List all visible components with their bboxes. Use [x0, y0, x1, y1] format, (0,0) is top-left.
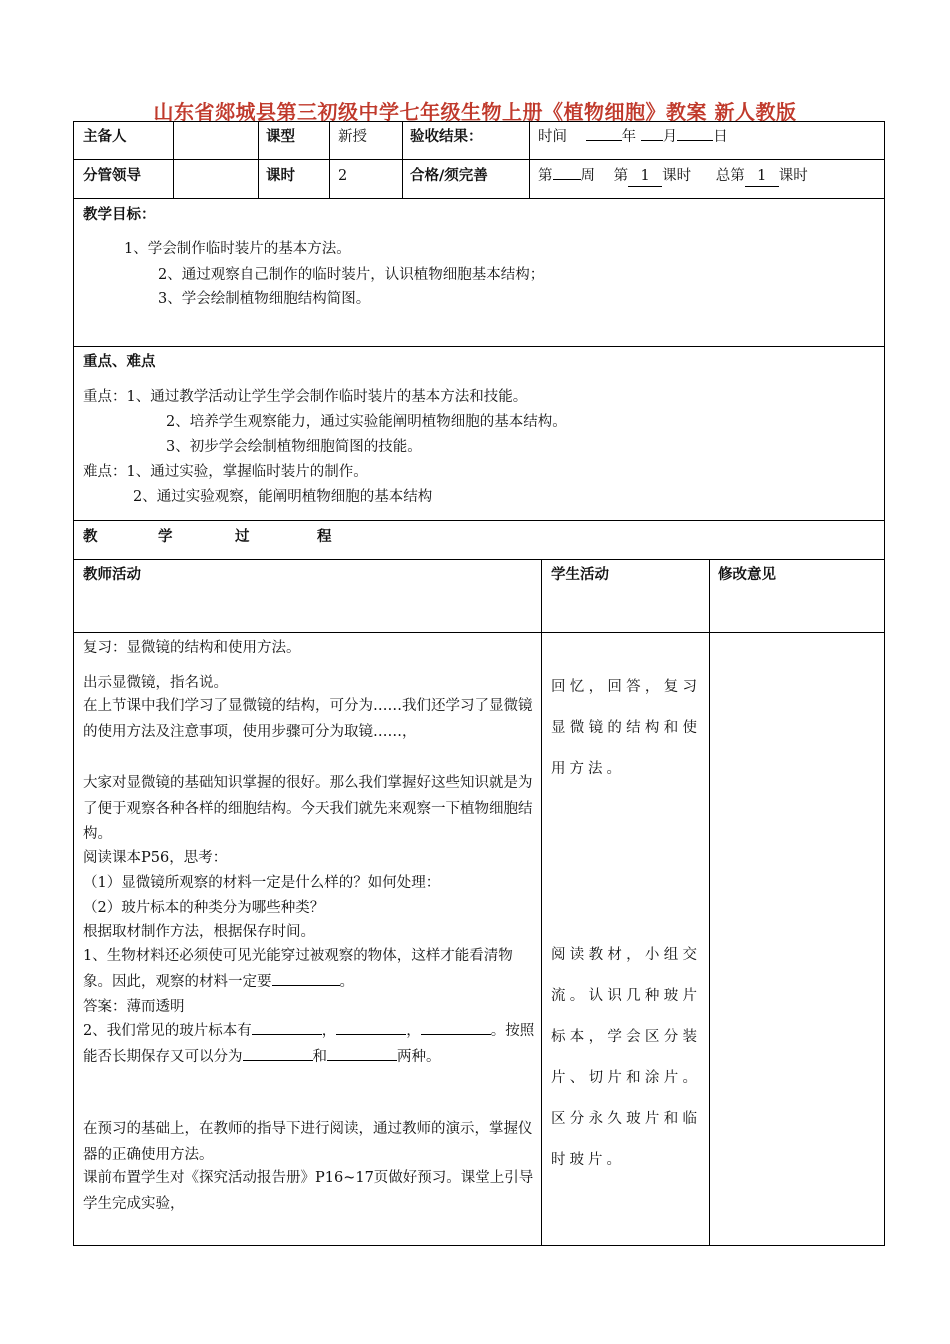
teacher-exercise [83, 1019, 535, 1070]
student-activity-text: 阅读教材，小组交流。认识几种玻片标本，学会区分装片、切片和涂片。区分永久玻片和临时玻片。 [551, 947, 701, 1168]
answer-blank [336, 1034, 406, 1035]
table-rule [73, 159, 885, 160]
week-blank [553, 179, 581, 180]
objectives-heading: 教学目标： [83, 207, 156, 223]
teacher-paragraph: 课前布置学生对《探究活动报告册》P16~17页做好预习。课堂上引导学生完成实验， [83, 1170, 534, 1212]
month-label: 月 [662, 129, 678, 145]
table-rule [258, 121, 259, 198]
teacher-paragraph: 大家对显微镜的基础知识掌握的很好。那么我们掌握好这些知识就是为了便于观察各种各样的细胞结构。今天我们就先来观察一下植物细胞结构。 [83, 775, 533, 842]
exercise-text: 2、我们常见的玻片标本有 [83, 1023, 252, 1039]
exercise-text: ， [406, 1023, 421, 1039]
periods-value: 2 [338, 168, 348, 184]
process-heading-char: 学 [158, 529, 173, 545]
lesson-suffix: 课时 [662, 168, 692, 184]
answer-blank [272, 985, 340, 986]
teacher-line: 阅读课本P56，思考： [83, 850, 228, 866]
process-heading-char: 程 [317, 529, 332, 545]
day-label: 日 [713, 129, 728, 145]
total-prefix: 总第 [715, 168, 745, 184]
table-rule [73, 559, 885, 560]
revision-header: 修改意见 [718, 567, 776, 583]
week-suffix: 周 [580, 168, 595, 184]
teacher-activity-header: 教师活动 [83, 567, 141, 583]
student-activity-header: 学生活动 [551, 567, 609, 583]
document-title: 山东省郯城县第三初级中学七年级生物上册《植物细胞》教案 新人教版 [153, 100, 797, 124]
process-heading-char: 教 [83, 529, 98, 545]
table-rule [73, 520, 885, 521]
difficulty-line: 难点：1、通过实验，掌握临时装片的制作。 [83, 464, 368, 480]
exercise-text: ， [321, 1023, 337, 1039]
objective-item: 1、学会制作临时装片的基本方法。 [124, 241, 351, 257]
exercise-text: 。按照能否长期保存又可以分为 [83, 1023, 535, 1065]
answer-blank [252, 1034, 322, 1035]
periods-label: 课时 [266, 168, 295, 184]
table-rule [73, 632, 885, 633]
answer-blank [327, 1060, 397, 1061]
schedule-field [538, 166, 808, 187]
teacher-line: 出示显微镜，指名说。 [83, 675, 228, 691]
keypoint-line: 2、培养学生观察能力，通过实验能阐明植物细胞的基本结构。 [166, 414, 567, 430]
year-blank [586, 140, 622, 141]
table-rule [709, 559, 710, 1246]
teacher-exercise [83, 944, 535, 995]
total-suffix: 课时 [778, 168, 808, 184]
teacher-paragraph: 在上节课中我们学习了显微镜的结构，可分为……我们还学习了显微镜的使用方法及注意事项，使用步骤可分为取镜……， [83, 698, 533, 740]
process-heading-char: 过 [235, 529, 250, 545]
year-label: 年 [621, 129, 637, 145]
supervisor-label: 分管领导 [83, 168, 141, 184]
table-rule [329, 121, 330, 198]
week-prefix: 第 [538, 168, 553, 184]
table-rule [173, 121, 174, 198]
teacher-question: （2）玻片标本的种类分为哪些种类？ [83, 900, 325, 916]
keypoints-heading: 重点、难点 [83, 354, 156, 370]
lesson-type-value: 新授 [338, 129, 367, 145]
exercise-text: 和 [312, 1048, 327, 1065]
objective-item: 2、通过观察自己制作的临时装片，认识植物细胞基本结构； [158, 267, 545, 283]
objective-item: 3、学会绘制植物细胞结构简图。 [158, 291, 371, 307]
table-rule [73, 346, 885, 347]
answer-blank [243, 1060, 313, 1061]
preparer-label: 主备人 [83, 129, 127, 145]
answer-blank [421, 1034, 491, 1035]
time-label: 时间 [538, 129, 567, 145]
exercise-text: 。 [339, 973, 354, 990]
answer-line: 答案：薄而透明 [83, 999, 185, 1015]
pass-label: 合格/须完善 [410, 168, 488, 184]
exercise-text: 1、生物材料还必须使可见光能穿过被观察的物体，这样才能看清物象。因此，观察的材料一定要 [83, 948, 513, 990]
table-rule [541, 559, 542, 1246]
difficulty-line: 2、通过实验观察，能阐明植物细胞的基本结构 [133, 489, 433, 505]
lesson-number: 1 [628, 166, 662, 187]
teacher-line: 根据取材制作方法，根据保存时间。 [83, 924, 315, 940]
lesson-type-label: 课型 [266, 129, 295, 145]
table-rule [73, 198, 885, 199]
lesson-prefix: 第 [613, 168, 629, 184]
date-field [538, 127, 728, 147]
day-blank [677, 140, 713, 141]
exercise-text: 两种。 [397, 1048, 441, 1065]
keypoint-line: 重点：1、通过教学活动让学生学会制作临时装片的基本方法和技能。 [83, 389, 528, 405]
teacher-line: 复习：显微镜的结构和使用方法。 [83, 640, 301, 656]
teacher-question: （1）显微镜所观察的材料一定是什么样的？如何处理： [83, 875, 441, 891]
student-activity-text: 回忆，回答，复习显微镜的结构和使用方法。 [551, 679, 701, 777]
month-blank [641, 140, 663, 141]
teacher-paragraph: 在预习的基础上，在教师的指导下进行阅读，通过教师的演示，掌握仪器的正确使用方法。 [83, 1121, 533, 1163]
total-number: 1 [745, 166, 779, 187]
table-rule [402, 121, 403, 198]
table-rule [529, 121, 530, 198]
keypoint-line: 3、初步学会绘制植物细胞简图的技能。 [166, 439, 422, 455]
acceptance-label: 验收结果： [410, 129, 483, 145]
